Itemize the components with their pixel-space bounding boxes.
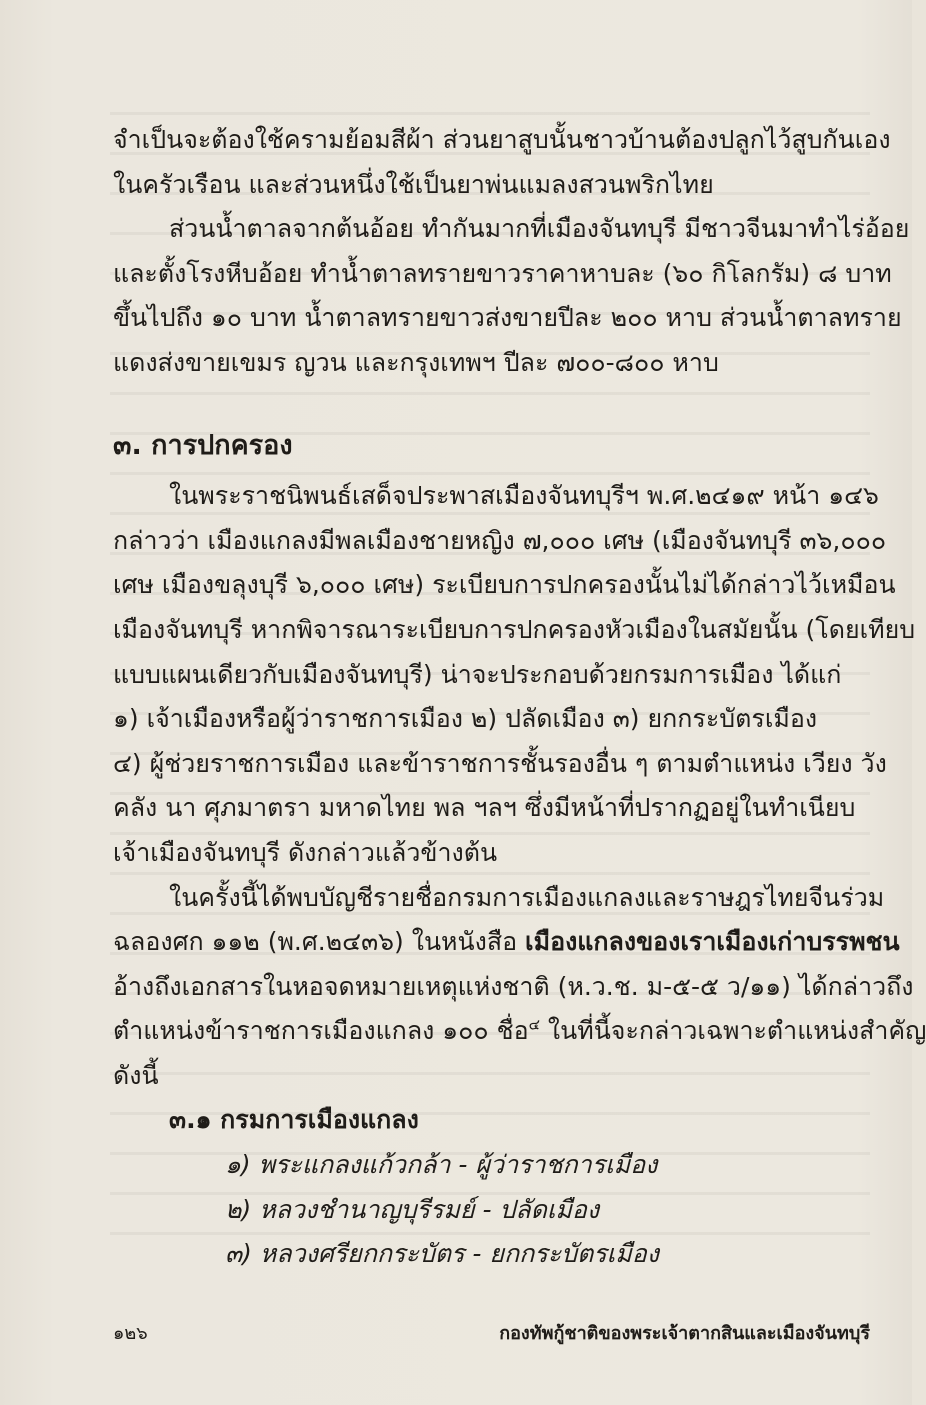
paragraph-line	[113, 1009, 926, 1054]
paragraph-line: อ้างถึงเอกสารในหอจดหมายเหตุแห่งชาติ (ห.ว.ช. ม-๕-๕ ว/๑๑) ได้กล่าวถึง	[113, 971, 914, 1001]
paragraph-line: แบบแผนเดียวกับเมืองจันทบุรี) น่าจะประกอบด้วยกรมการเมือง ได้แก่	[113, 659, 842, 689]
paragraph-line	[113, 920, 900, 965]
paragraph-line: เศษ เมืองขลุงบุรี ๖,๐๐๐ เศษ) ระเบียบการปกครองนั้นไม่ได้กล่าวไว้เหมือน	[113, 570, 896, 600]
text-run: ฉลองศก ๑๑๒ (พ.ศ.๒๔๓๖) ในหนังสือ	[113, 927, 526, 957]
body-text	[113, 118, 926, 1277]
subsection-heading: ๓.๑ กรมการเมืองแกลง	[169, 1105, 419, 1135]
paragraph-line: แดงส่งขายเขมร ญวน และกรุงเทพฯ ปีละ ๗๐๐-๘๐๐ หาบ	[113, 347, 719, 377]
paragraph-line: จำเป็นจะต้องใช้ครามย้อมสีผ้า ส่วนยาสูบนั้นชาวบ้านต้องปลูกไว้สูบกันเอง	[113, 125, 891, 154]
paragraph-line: ดังนี้	[113, 1060, 159, 1090]
page-number: ๑๒๖	[113, 1323, 148, 1344]
paragraph-line: ในพระราชนิพนธ์เสด็จประพาสเมืองจันทบุรีฯ พ.ศ.๒๔๑๙ หน้า ๑๔๖	[169, 481, 879, 511]
book-title-emphasis: เมืองแกลงของเราเมืองเก่าบรรพชน	[525, 927, 900, 957]
paragraph-line: กล่าวว่า เมืองแกลงมีพลเมืองชายหญิง ๗,๐๐๐ เศษ (เมืองจันทบุรี ๓๖,๐๐๐	[113, 525, 887, 555]
list-item: ๒) หลวงชำนาญบุรีรมย์ - ปลัดเมือง	[225, 1194, 600, 1224]
paragraph-line: ๑) เจ้าเมืองหรือผู้ว่าราชการเมือง ๒) ปลัดเมือง ๓) ยกกระบัตรเมือง	[113, 704, 818, 734]
paragraph-line: ในครั้งนี้ได้พบบัญชีรายชื่อกรมการเมืองแกลงและราษฎรไทยจีนร่วม	[169, 882, 885, 912]
list-item: ๑) พระแกลงแก้วกล้า - ผู้ว่าราชการเมือง	[225, 1150, 658, 1180]
paragraph-line: เจ้าเมืองจันทบุรี ดังกล่าวแล้วข้างต้น	[113, 837, 498, 867]
paragraph-line: ๔) ผู้ช่วยราชการเมือง และข้าราชการชั้นรองอื่น ๆ ตามตำแหน่ง เวียง วัง	[113, 748, 887, 778]
list-item: ๓) หลวงศรียกกระบัตร - ยกกระบัตรเมือง	[225, 1239, 659, 1269]
paragraph-line: ขึ้นไปถึง ๑๐ บาท น้ำตาลทรายขาวส่งขายปีละ ๒๐๐ หาบ ส่วนน้ำตาลทราย	[113, 303, 902, 333]
running-footer-title: กองทัพกู้ชาติของพระเจ้าตากสินและเมืองจันทบุรี	[499, 1323, 870, 1344]
section-heading: ๓. การปกครอง	[113, 429, 293, 461]
page-footer	[113, 1318, 870, 1347]
paragraph-line: ส่วนน้ำตาลจากต้นอ้อย ทำกันมากที่เมืองจันทบุรี มีชาวจีนมาทำไร่อ้อย	[169, 214, 910, 244]
paragraph-line: ในครัวเรือน และส่วนหนึ่งใช้เป็นยาพ่นแมลงสวนพริกไทย	[113, 169, 714, 199]
paragraph-line: เมืองจันทบุรี หากพิจารณาระเบียบการปกครองหัวเมืองในสมัยนั้น (โดยเทียบ	[113, 614, 916, 644]
paragraph-line: คลัง นา ศุภมาตรา มหาดไทย พล ฯลฯ ซึ่งมีหน้าที่ปรากฏอยู่ในทำเนียบ	[113, 793, 856, 823]
text-run: ตำแหน่งข้าราชการเมืองแกลง ๑๐๐ ชื่อ	[113, 1016, 529, 1046]
text-run: ในที่นี้จะกล่าวเฉพาะตำแหน่งสำคัญ	[539, 1016, 926, 1046]
paragraph-line: และตั้งโรงหีบอ้อย ทำน้ำตาลทรายขาวราคาหาบละ (๖๐ กิโลกรัม) ๘ บาท	[113, 258, 892, 288]
footnote-marker: ๔	[528, 1015, 540, 1034]
